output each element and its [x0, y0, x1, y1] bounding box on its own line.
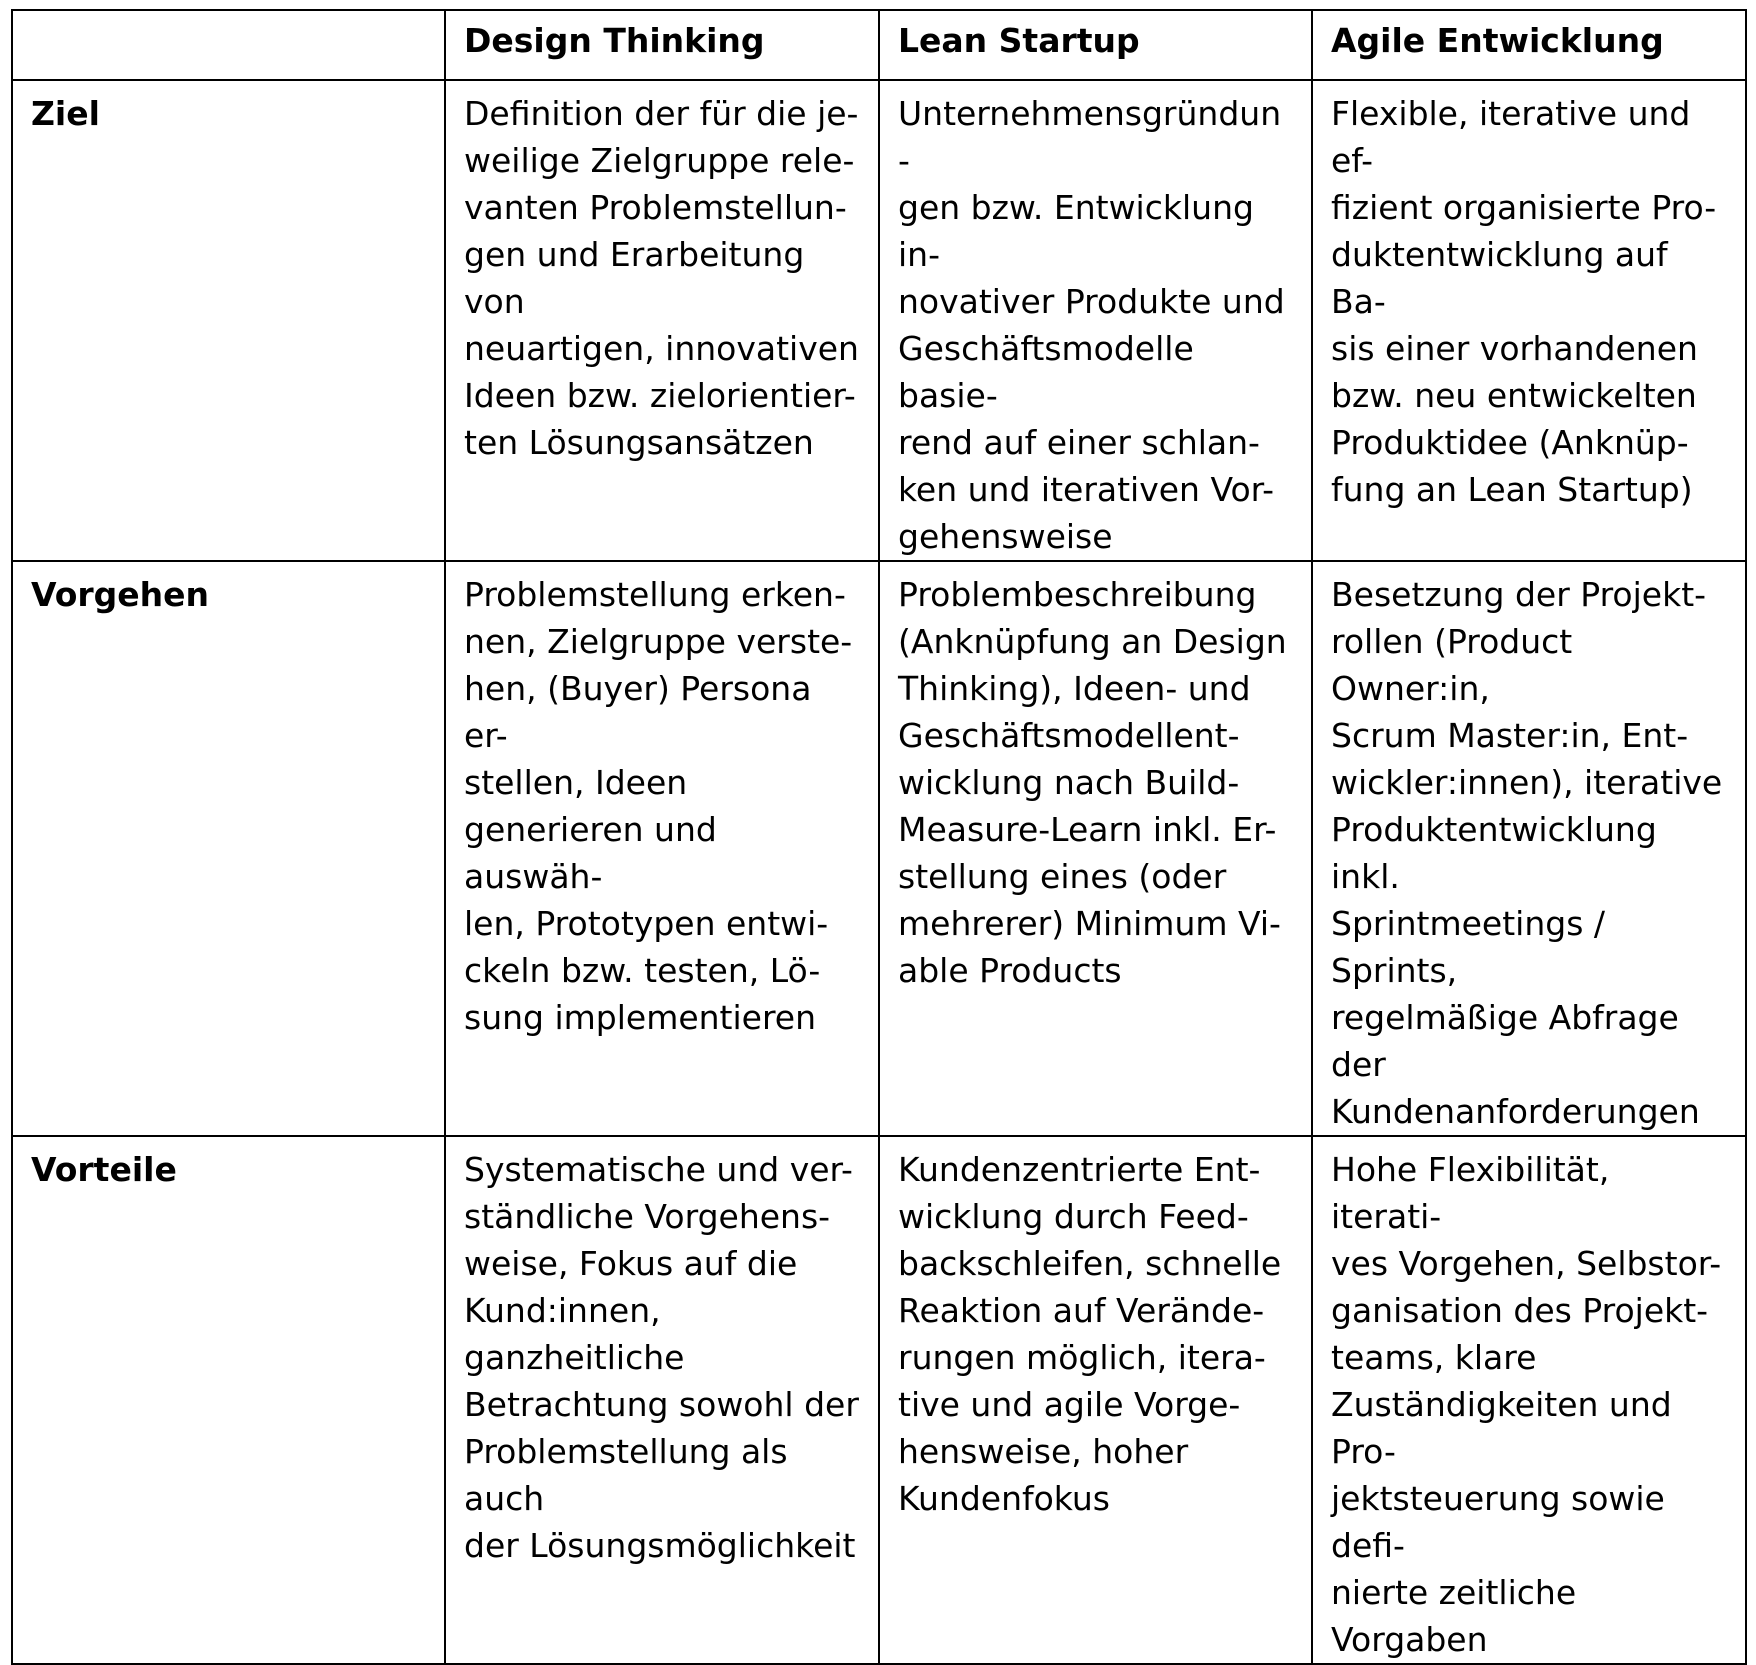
- comparison-table-container: [11, 9, 1745, 1659]
- cell-text: Besetzung der Projekt- rollen (Product Owner:in, Scrum Master:in, Ent- wickler:innen), iterative Produktentwicklung inkl. Sprintmeetings / Sprints, regelmäßige Abfrage der Kundenanforderungen: [1331, 575, 1723, 1131]
- cell-vorgehen-lean-startup: [879, 561, 1312, 1136]
- cell-text: Kundenzentrierte Ent- wicklung durch Feed- backschleifen, schnelle Reaktion auf Verände- rungen möglich, itera- tive und agile Vorge- hensweise, hoher Kundenfokus: [898, 1150, 1282, 1518]
- row-header-label: Ziel: [31, 94, 100, 133]
- column-header-label: Lean Startup: [898, 21, 1140, 60]
- table-row-vorteile: [12, 1136, 1746, 1664]
- column-header-lean-startup: [879, 10, 1312, 80]
- cell-text: Hohe Flexibilität, iterati- ves Vorgehen, Selbstor- ganisation des Projekt- teams, klare Zuständigkeiten und Pro- jektsteuerung sowie defi- nierte zeitliche Vorgaben: [1331, 1150, 1722, 1659]
- table-header-row: [12, 10, 1746, 80]
- cell-vorteile-lean-startup: [879, 1136, 1312, 1664]
- cell-ziel-lean-startup: [879, 80, 1312, 561]
- row-header-label: Vorteile: [31, 1150, 177, 1189]
- table-row-vorgehen: [12, 561, 1746, 1136]
- cell-vorteile-design-thinking: [445, 1136, 879, 1664]
- cell-vorgehen-agile-entwicklung: [1312, 561, 1746, 1136]
- cell-text: Flexible, iterative und ef- fizient organisierte Pro- duktentwicklung auf Ba- sis einer vorhandenen bzw. neu entwickelten Produktidee (Anknüp- fung an Lean Startup): [1331, 94, 1717, 509]
- column-header-design-thinking: [445, 10, 879, 80]
- cell-text: Problembeschreibung (Anknüpfung an Design Thinking), Ideen- und Geschäftsmodellent- wicklung nach Build- Measure-Learn inkl. Er- stellung eines (oder mehrerer) Minimum Vi- able Products: [898, 575, 1287, 990]
- cell-ziel-design-thinking: [445, 80, 879, 561]
- row-header-label: Vorgehen: [31, 575, 210, 614]
- cell-text: Systematische und ver- ständliche Vorgehens- weise, Fokus auf die Kund:innen, ganzheitliche Betrachtung sowohl der Problemstellung als auch der Lösungsmöglichkeit: [464, 1150, 859, 1565]
- header-corner-cell: [12, 10, 445, 80]
- table-row-ziel: [12, 80, 1746, 561]
- cell-text: Definition der für die je- weilige Zielgruppe rele- vanten Problemstellun- gen und Erarbeitung von neuartigen, innovativen Ideen bzw. zielorientier- ten Lösungsansätzen: [464, 94, 859, 462]
- cell-text: Problemstellung erken- nen, Zielgruppe verste- hen, (Buyer) Persona er- stellen, Ideen generieren und auswäh- len, Prototypen entwi- ckeln bzw. testen, Lö- sung implementieren: [464, 575, 853, 1037]
- row-header-vorteile: [12, 1136, 445, 1664]
- column-header-label: Agile Entwicklung: [1331, 21, 1664, 60]
- column-header-agile-entwicklung: [1312, 10, 1746, 80]
- cell-vorgehen-design-thinking: [445, 561, 879, 1136]
- cell-ziel-agile-entwicklung: [1312, 80, 1746, 561]
- cell-text: Unternehmensgründun- gen bzw. Entwicklung in- novativer Produkte und Geschäftsmodelle basie- rend auf einer schlan- ken und iterativen Vor- gehensweise: [898, 94, 1285, 556]
- row-header-vorgehen: [12, 561, 445, 1136]
- comparison-table: [11, 9, 1747, 1665]
- column-header-label: Design Thinking: [464, 21, 765, 60]
- row-header-ziel: [12, 80, 445, 561]
- cell-vorteile-agile-entwicklung: [1312, 1136, 1746, 1664]
